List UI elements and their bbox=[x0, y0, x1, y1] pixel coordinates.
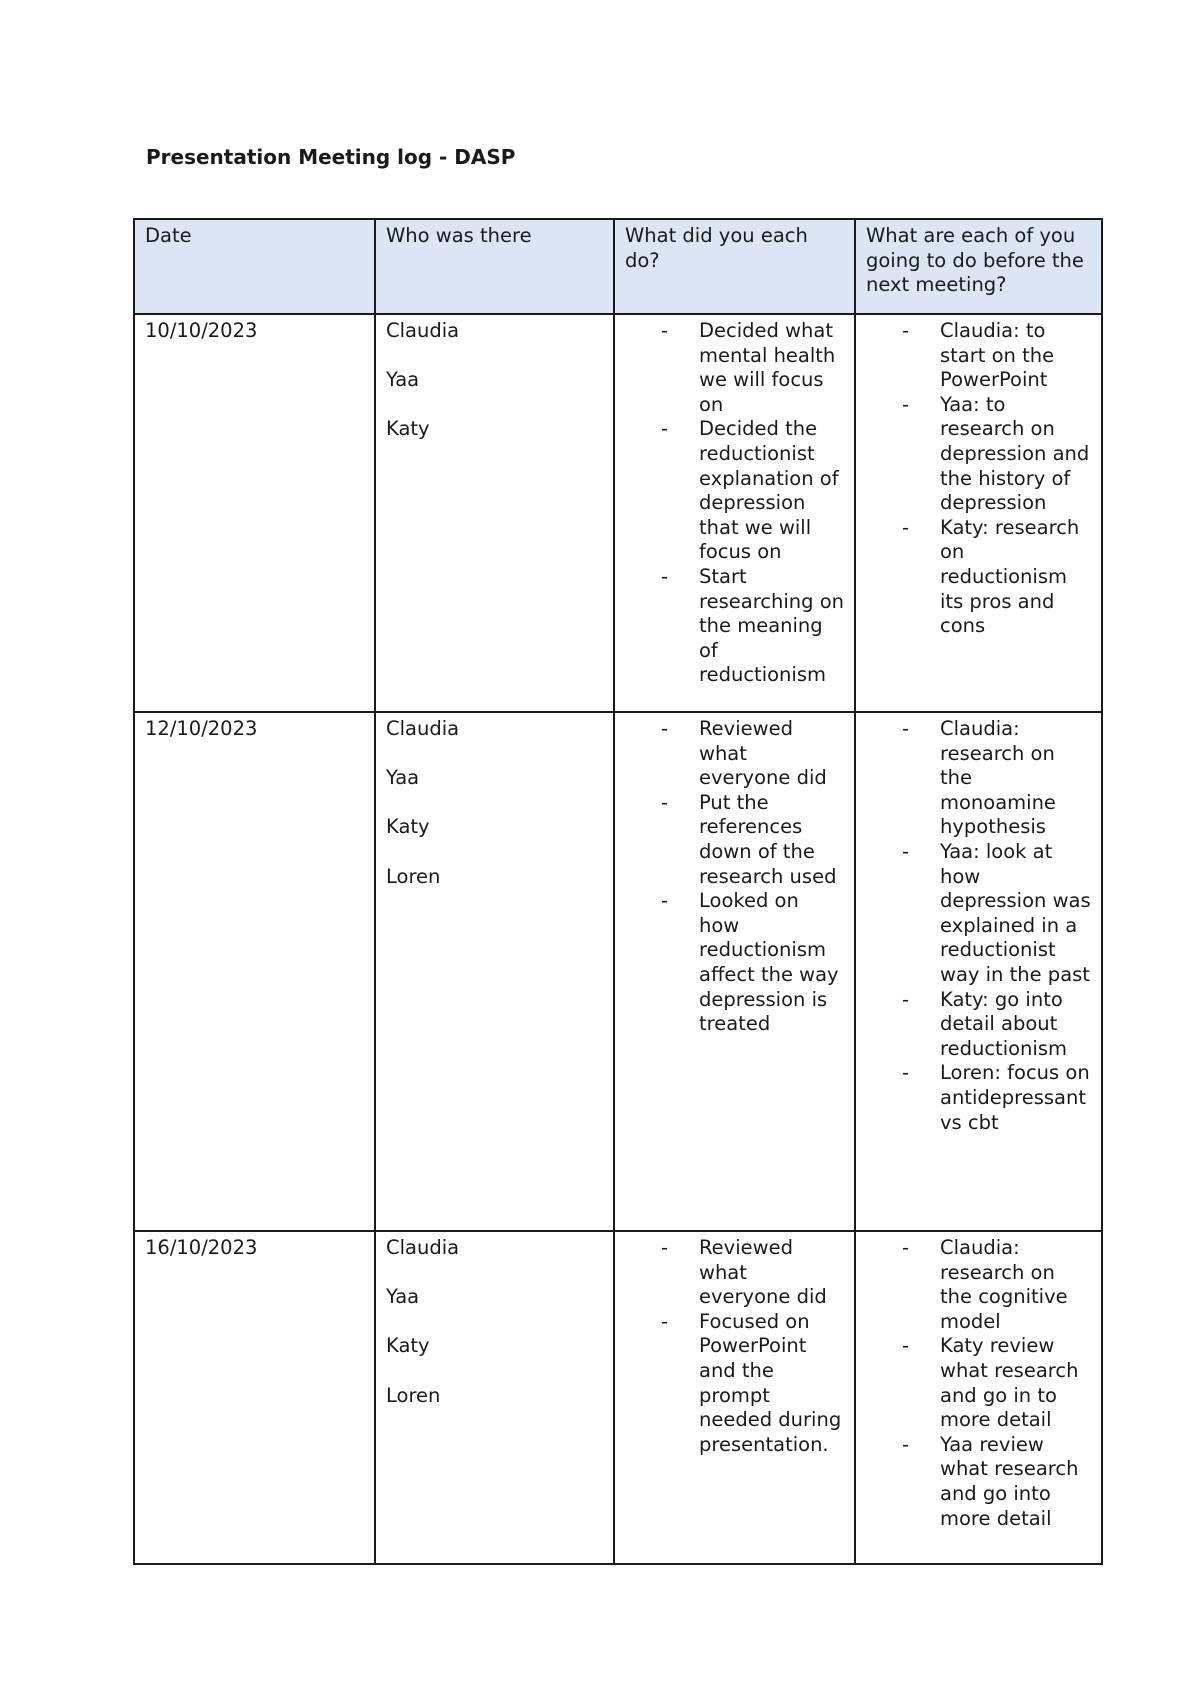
todo-list bbox=[866, 319, 1091, 639]
attendee-name: Loren bbox=[386, 1383, 441, 1407]
done-cell bbox=[614, 712, 855, 1231]
list-item: - Yaa: to research on depression and the history of depression bbox=[940, 393, 1091, 516]
table-row bbox=[134, 712, 1102, 1231]
header-what-did-you-do: What did you each do? bbox=[614, 219, 855, 314]
todo-list bbox=[866, 717, 1091, 1135]
date-cell bbox=[134, 712, 375, 1231]
list-item: - Claudia: research on the cognitive model bbox=[940, 1236, 1091, 1334]
list-item: - Start researching on the meaning of reductionism bbox=[699, 565, 844, 688]
list-item: - Reviewed what everyone did bbox=[699, 1236, 844, 1310]
done-list bbox=[625, 319, 844, 688]
attendees-cell bbox=[375, 314, 614, 712]
list-item: - Decided what mental health we will focus on bbox=[699, 319, 844, 417]
todo-cell bbox=[855, 314, 1102, 712]
attendee-name: Yaa bbox=[386, 1285, 420, 1309]
list-item: - Put the references down of the research used bbox=[699, 791, 844, 889]
list-item: - Reviewed what everyone did bbox=[699, 717, 844, 791]
todo-list bbox=[866, 1236, 1091, 1531]
done-list bbox=[625, 1236, 844, 1457]
list-item: - Katy: research on reductionism its pros and cons bbox=[940, 516, 1091, 639]
attendee-name: Yaa bbox=[386, 368, 420, 392]
date-text: 16/10/2023 bbox=[145, 1236, 258, 1259]
date-cell bbox=[134, 314, 375, 712]
table-row bbox=[134, 314, 1102, 712]
done-cell bbox=[614, 1231, 855, 1564]
list-item: - Loren: focus on antidepressant vs cbt bbox=[940, 1061, 1091, 1135]
list-item: - Claudia: research on the monoamine hypothesis bbox=[940, 717, 1091, 840]
attendee-name: Claudia bbox=[386, 319, 460, 342]
list-item: - Yaa: look at how depression was explained in a reductionist way in the past bbox=[940, 840, 1091, 988]
table-header-row bbox=[134, 219, 1102, 314]
date-cell bbox=[134, 1231, 375, 1564]
date-text: 10/10/2023 bbox=[145, 319, 258, 342]
attendee-name: Claudia bbox=[386, 1236, 460, 1259]
list-item: - Looked on how reductionism affect the way depression is treated bbox=[699, 889, 844, 1037]
attendee-name: Claudia bbox=[386, 717, 460, 740]
done-cell bbox=[614, 314, 855, 712]
list-item: - Claudia: to start on the PowerPoint bbox=[940, 319, 1091, 393]
attendee-name: Katy bbox=[386, 815, 430, 839]
list-item: - Decided the reductionist explanation of depression that we will focus on bbox=[699, 417, 844, 565]
todo-cell bbox=[855, 1231, 1102, 1564]
attendees-cell bbox=[375, 712, 614, 1231]
meeting-log-table bbox=[133, 218, 1103, 1565]
attendee-name: Katy bbox=[386, 417, 430, 441]
header-next-steps: What are each of you going to do before the next meeting? bbox=[855, 219, 1102, 314]
date-text: 12/10/2023 bbox=[145, 717, 258, 740]
attendee-name: Katy bbox=[386, 1334, 430, 1358]
todo-cell bbox=[855, 712, 1102, 1231]
attendee-name: Loren bbox=[386, 864, 441, 888]
document-title: Presentation Meeting log - DASP bbox=[146, 145, 516, 169]
header-date: Date bbox=[134, 219, 375, 314]
list-item: - Focused on PowerPoint and the prompt needed during presentation. bbox=[699, 1310, 844, 1458]
done-list bbox=[625, 717, 844, 1037]
header-who-was-there: Who was there bbox=[375, 219, 614, 314]
attendees-cell bbox=[375, 1231, 614, 1564]
list-item: - Katy review what research and go in to more detail bbox=[940, 1334, 1091, 1432]
table-row bbox=[134, 1231, 1102, 1564]
list-item: - Yaa review what research and go into more detail bbox=[940, 1433, 1091, 1531]
attendee-name: Yaa bbox=[386, 766, 420, 790]
list-item: - Katy: go into detail about reductionism bbox=[940, 988, 1091, 1062]
